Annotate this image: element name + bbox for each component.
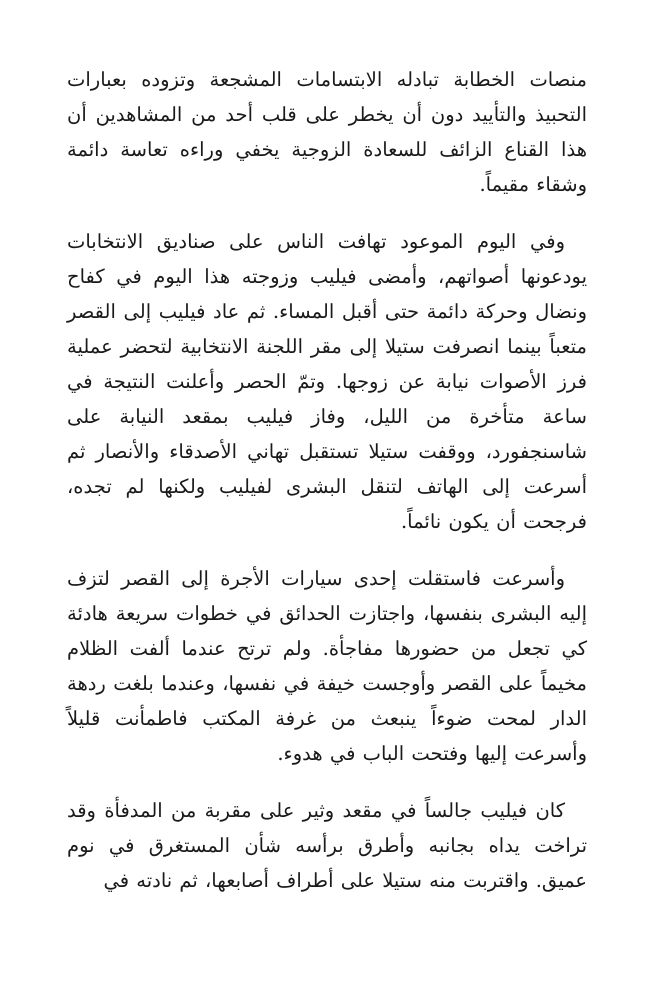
paragraph-1: منصات الخطابة تبادله الابتسامات المشجعة وتزوده بعبارات التحبيذ والتأييد دون أن يخطر على قلب أحد من المشاهدين أن هذا القناع الزائف للسعادة الزوجية يخفي وراءه تعاسة دائمة وشقاء مقيماً. [67, 68, 587, 196]
paragraph-3: وأسرعت فاستقلت إحدى سيارات الأجرة إلى القصر لتزف إليه البشرى بنفسها، واجتازت الحدائق في خطوات سريعة هادئة كي تجعل من حضورها مفاجأة. ولم ترتح عندما ألفت الظلام مخيماً على القصر وأوجست خيفة في نفسها، وعندما بلغت ردهة الدار لمحت ضوءاً ينبعث من غرفة المكتب فاطمأنت قليلاً وأسرعت إليها وفتحت الباب في هدوء. [67, 567, 587, 765]
body-text [67, 62, 587, 920]
paragraph-2: وفي اليوم الموعود تهافت الناس على صناديق الانتخابات يودعونها أصواتهم، وأمضى فيليب وزوجته هذا اليوم في كفاح ونضال وحركة دائمة حتى أقبل المساء. ثم عاد فيليب إلى القصر متعباً بينما انصرفت ستيلا إلى مقر اللجنة الانتخابية لتحضر عملية فرز الأصوات نيابة عن زوجها. وتمّ الحصر وأعلنت النتيجة في ساعة متأخرة من الليل، وفاز فيليب بمقعد النيابة على شاسنجفورد، ووقفت ستيلا تستقبل تهاني الأصدقاء والأنصار ثم أسرعت إلى الهاتف لتنقل البشرى لفيليب ولكنها لم تجده، فرجحت أن يكون نائماً. [67, 230, 587, 533]
paragraph-4: كان فيليب جالساً في مقعد وثير على مقربة من المدفأة وقد تراخت يداه بجانبه وأطرق برأسه شأن المستغرق في نوم عميق. واقتربت منه ستيلا على أطراف أصابعها، ثم نادته في [67, 799, 587, 892]
